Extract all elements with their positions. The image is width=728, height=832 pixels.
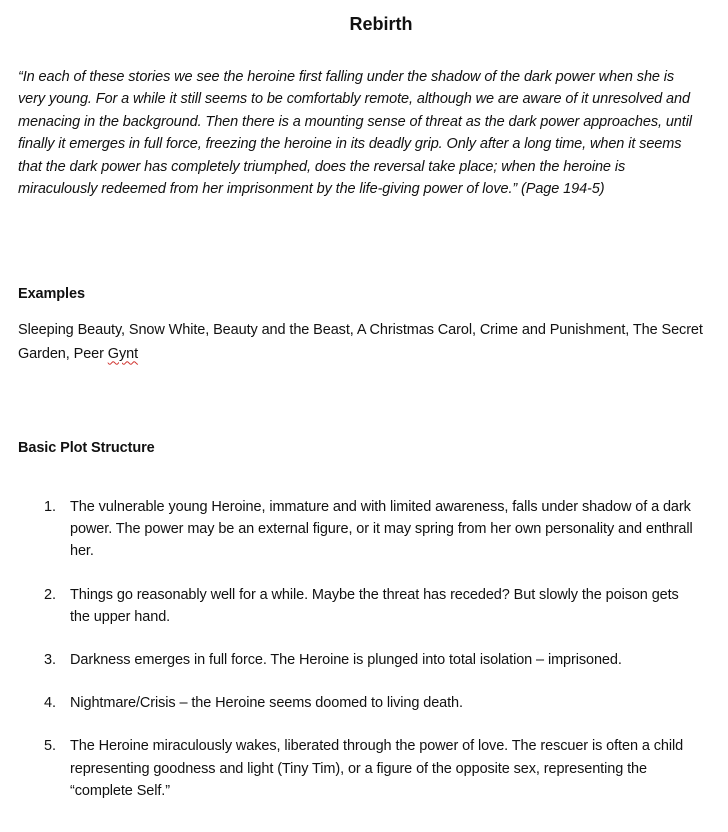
step-number: 4. — [44, 695, 56, 712]
step-text: Nightmare/Crisis – the Heroine seems doomed to living death. — [70, 695, 463, 712]
examples-heading: Examples — [18, 286, 85, 302]
spellcheck-flagged-word[interactable]: Gynt — [107, 345, 139, 362]
step-text: The Heroine miraculously wakes, liberated through the power of love. The rescuer is often a child representing goodness and light (Tiny Tim), or a figure of the opposite sex, representing the “complete Self.” — [70, 738, 684, 799]
step-text: Darkness emerges in full force. The Heroine is plunged into total isolation – imprisoned. — [70, 652, 622, 669]
plot-step — [0, 692, 728, 714]
examples-text: Sleeping Beauty, Snow White, Beauty and the Beast, A Christmas Carol, Crime and Punishment, The Secret Garden, Peer — [18, 322, 703, 362]
step-text: Things go reasonably well for a while. Maybe the threat has receded? But slowly the poison gets the upper hand. — [70, 586, 679, 625]
examples-list — [18, 319, 708, 366]
plot-step — [0, 735, 728, 802]
step-number: 1. — [44, 499, 56, 515]
step-number: 3. — [44, 652, 56, 669]
plot-structure-heading: Basic Plot Structure — [18, 440, 155, 456]
plot-step — [0, 496, 728, 563]
plot-step — [0, 649, 728, 671]
step-number: 2. — [44, 586, 56, 603]
quote-paragraph: “In each of these stories we see the heroine first falling under the shadow of the dark power when she is very young. For a while it still seems to be comfortably remote, although we are aware of it unresolved and menacing in the background. Then there is a mounting sense of threat as the dark power approaches, until finally it emerges in full force, freezing the heroine in its deadly grip. Only after a long time, when it seems that the dark power has completely triumphed, does the reversal take place; when the heroine is miraculously redeemed from her imprisonment by the life-giving power of love.” (Page 194-5) — [18, 69, 692, 198]
page-title: Rebirth — [349, 14, 413, 34]
plot-steps-list — [0, 496, 728, 823]
step-number: 5. — [44, 738, 56, 755]
step-text: The vulnerable young Heroine, immature and with limited awareness, falls under shadow of a dark power. The power may be an external figure, or it may spring from her own personality and enthrall her. — [70, 499, 693, 560]
plot-step — [0, 584, 728, 628]
